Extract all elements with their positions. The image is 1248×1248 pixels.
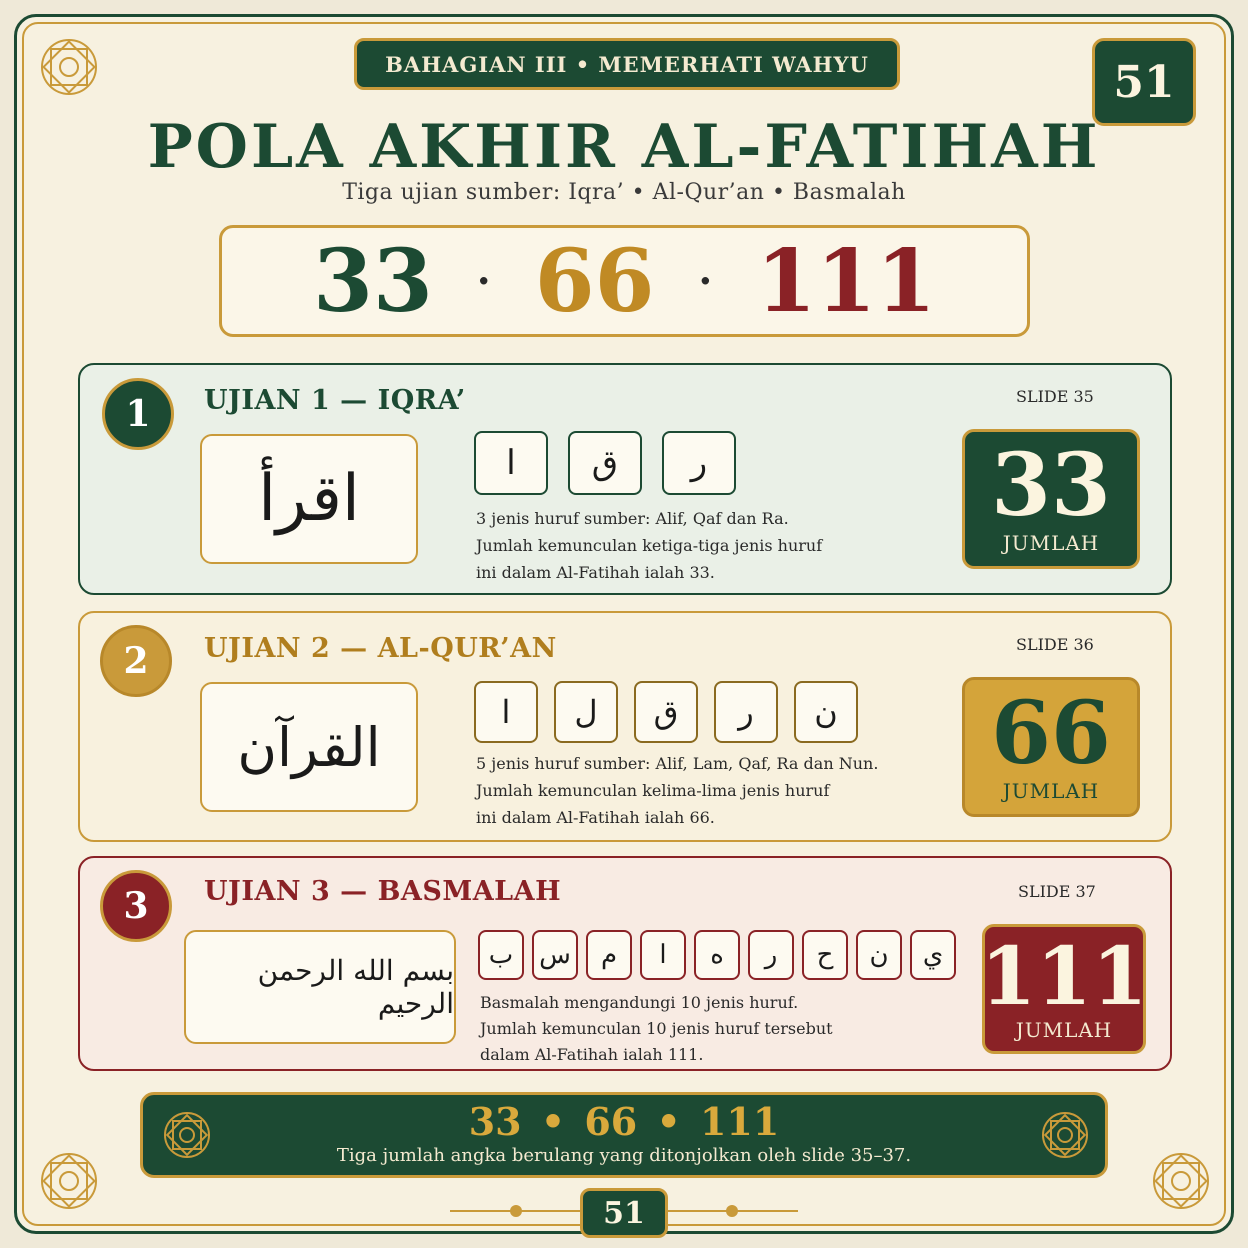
section-header: BAHAGIAN III • MEMERHATI WAHYU	[354, 38, 900, 90]
arabic-letter: ي	[910, 930, 956, 980]
summary-numbers: 33 • 66 • 111	[468, 1099, 780, 1144]
arabic-letter: ه	[694, 930, 740, 980]
slide-tag: SLIDE 37	[1018, 882, 1096, 901]
test-card-2	[78, 611, 1172, 842]
total-box	[982, 924, 1146, 1054]
page-subtitle: Tiga ujian sumber: Iqra’ • Al-Qur’an • Basmalah	[342, 180, 906, 205]
test-description: Basmalah mengandungi 10 jenis huruf. Jumlah kemunculan 10 jenis huruf tersebut dalam Al-Fatihah ialah 111.	[480, 993, 833, 1064]
page-title: POLA AKHIR AL-FATIHAH	[147, 112, 1101, 182]
total-number: 111	[980, 929, 1148, 1023]
letter-row	[474, 431, 736, 495]
total-box	[962, 429, 1140, 569]
test-card-1	[78, 363, 1172, 595]
slide-tag: SLIDE 35	[1016, 387, 1094, 406]
divider-dot	[726, 1205, 738, 1217]
arabic-letter: ن	[856, 930, 902, 980]
bottom-page-number: 51	[580, 1188, 668, 1238]
hero-separator: ·	[698, 257, 713, 305]
test-title: UJIAN 1 — IQRA’	[204, 385, 466, 416]
test-description: 3 jenis huruf sumber: Alif, Qaf dan Ra. Jumlah kemunculan ketiga-tiga jenis huruf ini dalam Al-Fatihah ialah 33.	[476, 509, 823, 582]
arabic-letter: ن	[794, 681, 858, 743]
arabic-letter: ر	[714, 681, 778, 743]
hero-number-33: 33	[313, 230, 433, 332]
test-title: UJIAN 3 — BASMALAH	[204, 876, 562, 907]
letter-row	[474, 681, 858, 743]
ornament-icon	[1146, 1146, 1216, 1216]
test-card-3	[78, 856, 1172, 1071]
slide-tag: SLIDE 36	[1016, 635, 1094, 654]
arabic-letter: ق	[568, 431, 642, 495]
arabic-letter: ا	[640, 930, 686, 980]
arabic-word-box: اقرأ	[200, 434, 418, 564]
test-description: 5 jenis huruf sumber: Alif, Lam, Qaf, Ra dan Nun. Jumlah kemunculan kelima-lima jenis huruf ini dalam Al-Fatihah ialah 66.	[476, 754, 879, 827]
hero-numbers	[219, 225, 1030, 337]
total-label: JUMLAH	[1002, 779, 1100, 803]
ornament-icon	[34, 32, 104, 102]
total-label: JUMLAH	[1015, 1018, 1113, 1042]
arabic-letter: ر	[748, 930, 794, 980]
ornament-icon	[1037, 1107, 1093, 1163]
page-number-badge: 51	[1092, 38, 1196, 126]
total-number: 33	[991, 435, 1111, 536]
total-number: 66	[991, 683, 1111, 784]
arabic-letter: ر	[662, 431, 736, 495]
total-box	[962, 677, 1140, 817]
arabic-word-box: بسم الله الرحمن الرحيم	[184, 930, 456, 1044]
arabic-letter: ب	[478, 930, 524, 980]
test-title: UJIAN 2 — AL-QUR’AN	[204, 633, 557, 664]
test-number-badge: 2	[100, 625, 172, 697]
total-label: JUMLAH	[1002, 531, 1100, 555]
letter-row	[478, 930, 956, 980]
hero-separator: ·	[476, 257, 491, 305]
summary-caption: Tiga jumlah angka berulang yang ditonjolkan oleh slide 35–37.	[336, 1145, 912, 1166]
hero-number-66: 66	[534, 230, 655, 332]
arabic-letter: ا	[474, 681, 538, 743]
arabic-letter: م	[586, 930, 632, 980]
test-number-badge: 3	[100, 870, 172, 942]
ornament-icon	[34, 1146, 104, 1216]
divider-dot	[510, 1205, 522, 1217]
arabic-letter: ل	[554, 681, 618, 743]
summary-footer	[140, 1092, 1108, 1178]
arabic-letter: ق	[634, 681, 698, 743]
hero-number-111: 111	[756, 230, 936, 332]
arabic-word-box: القرآن	[200, 682, 418, 812]
arabic-letter: ا	[474, 431, 548, 495]
test-number-badge: 1	[102, 378, 174, 450]
arabic-letter: س	[532, 930, 578, 980]
arabic-letter: ح	[802, 930, 848, 980]
